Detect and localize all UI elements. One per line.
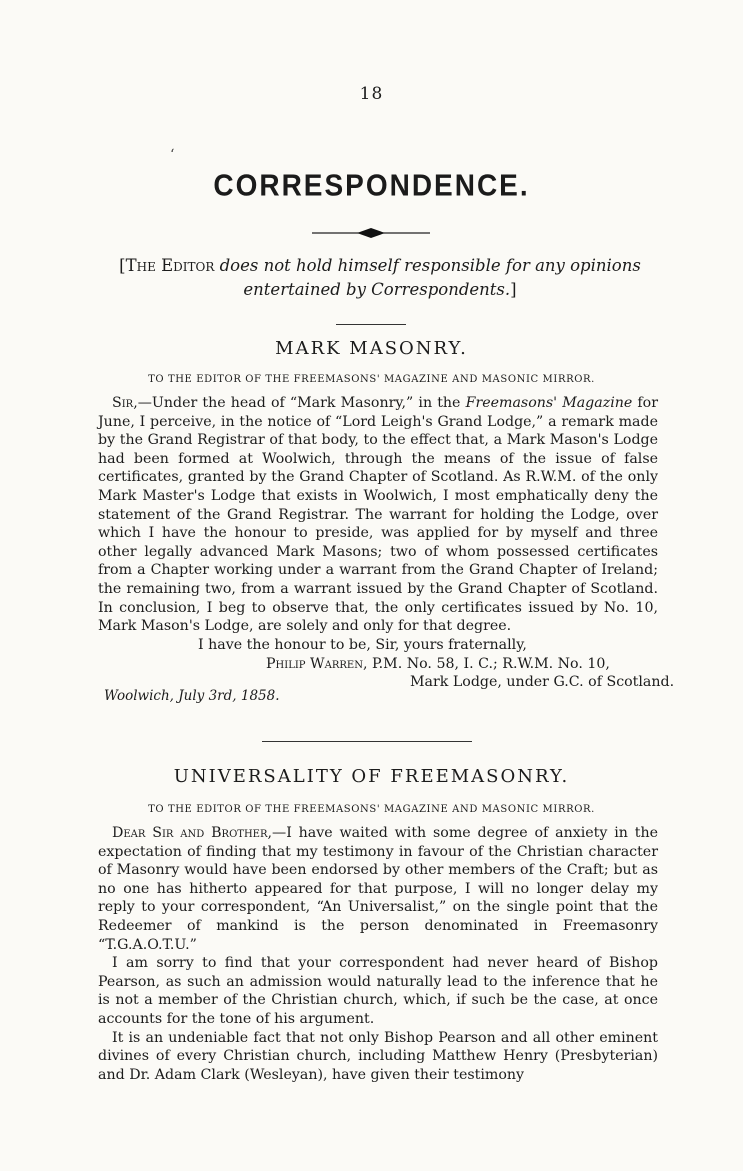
stray-mark: ‘: [170, 147, 175, 163]
salutation: Sir: [112, 395, 134, 411]
article-addressee: TO THE EDITOR OF THE FREEMASONS' MAGAZINE AND MASONIC MIRROR.: [148, 804, 595, 815]
closing-line: I have the honour to be, Sir, yours fraternally,: [198, 637, 527, 653]
the-editor-label: The Editor: [125, 256, 215, 275]
editor-disclaimer: [100, 254, 660, 302]
section-title: CORRESPONDENCE.: [213, 168, 530, 203]
signoff-block: [98, 636, 675, 692]
signature-line: Philip Warren, P.M. No. 58, I. C.; R.W.M. No. 10,: [266, 655, 610, 672]
signature-name: Philip Warren: [266, 655, 363, 672]
disclaimer-text: does not hold himself responsible for any opinions entertained by Correspondents.: [214, 256, 641, 299]
page-number: 18: [359, 84, 384, 104]
salutation: Dear Sir and Brother: [112, 825, 268, 841]
article-divider: [262, 741, 472, 742]
paragraph: I am sorry to find that your correspondent had never heard of Bishop Pearson, as such an admission would naturally lead to the inference that he is not a member of the Christian church, which, if such be the case, at once accounts for the tone of his argument.: [98, 955, 658, 1027]
signature-line-2: Mark Lodge, under G.C. of Scotland.: [410, 674, 675, 691]
short-divider: [336, 324, 406, 325]
article-body-universality: [98, 824, 658, 1084]
dateline: Woolwich, July 3rd, 1858.: [104, 688, 280, 704]
article-title-mark-masonry: MARK MASONRY.: [275, 338, 468, 359]
diamond-rule-ornament: [312, 226, 430, 240]
paragraph: It is an undeniable fact that not only Bishop Pearson and all other eminent divines of every Christian church, including Matthew Henry (Presbyterian) and Dr. Adam Clark (Wesleyan), have given their testimony: [98, 1029, 658, 1083]
article-body-mark-masonry: [98, 394, 658, 636]
paragraph: Sir,—Under the head of “Mark Masonry,” in the Freemasons' Magazine for June, I perceive, in the notice of “Lord Leigh's Grand Lodge,” a remark made by the Grand Registrar of that body, to the effect that, a Mark Mason's Lodge had been formed at Woolwich, through the means of the issue of false certificates, granted by the Grand Chapter of Scotland. As R.W.M. of the only Mark Master's Lodge that exists in Woolwich, I most emphatically deny the statement of the Grand Registrar. The warrant for holding the Lodge, over which I have the honour to preside, was applied for by myself and three other legally advanced Mark Masons; two of whom possessed certificates from a Chapter working under a warrant from the Grand Chapter of Ireland; the remaining two, from a warrant issued by the Grand Chapter of Scotland. In conclusion, I beg to observe that, the only certificates issued by No. 10, Mark Mason's Lodge, are solely and only for that degree.: [98, 395, 658, 635]
paragraph: Dear Sir and Brother,—I have waited with some degree of anxiety in the expectation of finding that my testimony in favour of the Christian character of Masonry would have been endorsed by other members of the Craft; but as no one has hitherto appeared for that purpose, I will no longer delay my reply to your correspondent, “An Universalist,” on the single point that the Redeemer of mankind is the person denominated in Freemasonry “T.G.A.O.T.U.”: [98, 825, 658, 953]
bracket-open: [: [119, 256, 126, 275]
article-addressee: TO THE EDITOR OF THE FREEMASONS' MAGAZINE AND MASONIC MIRROR.: [148, 374, 595, 385]
article-title-universality: UNIVERSALITY OF FREEMASONRY.: [173, 766, 570, 787]
bracket-close: ]: [510, 280, 517, 299]
